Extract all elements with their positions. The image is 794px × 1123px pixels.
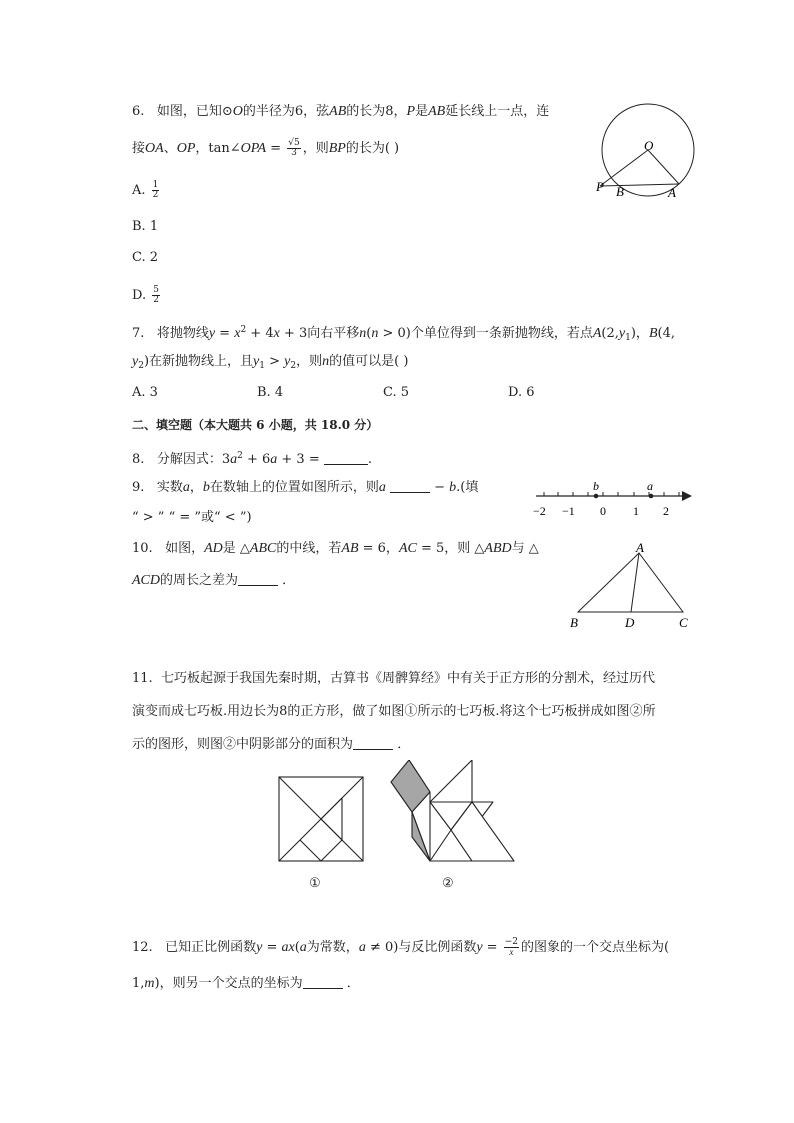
label-d: D xyxy=(625,615,635,630)
tick-minus-2: −2 xyxy=(533,504,546,518)
q6-line1: 6. 如图，已知⊙O的半径为6，弦AB的长为8，P是AB延长线上一点，连 xyxy=(132,104,550,119)
q11-line3: 示的图形，则图②中阴影部分的面积为 ． xyxy=(132,737,411,752)
q6-circle-figure xyxy=(592,100,712,202)
tangram-square-figure xyxy=(278,776,364,862)
label-o: O xyxy=(644,138,654,153)
q6-fraction: $\frac{√5}{3}$ xyxy=(288,138,300,158)
segment-op xyxy=(600,150,648,186)
section-2-heading: 二、填空题（本大题共 6 小题，共 18.0 分） xyxy=(132,418,379,432)
q7-line2: $y_2$)在新抛物线上，且$y_1 > y_2$，则n的值可以是( ) xyxy=(132,354,409,371)
q6-option-c: C. 2 xyxy=(132,250,159,265)
q10-triangle-figure xyxy=(562,540,702,632)
tick-minus-1: −1 xyxy=(562,504,575,518)
tick-0: 0 xyxy=(600,504,606,518)
point-b xyxy=(594,494,599,499)
q9-answer-blank[interactable] xyxy=(390,478,430,493)
label-a: a xyxy=(647,479,653,493)
label-a: A xyxy=(636,540,644,555)
q12-fraction: $\frac{-2}{x}$ xyxy=(504,937,518,957)
label-b: B xyxy=(616,184,624,199)
q10-line2: ACD的周长之差为 ． xyxy=(132,573,296,588)
tangram-swan-figure xyxy=(386,760,516,862)
q8-answer-blank[interactable] xyxy=(324,450,368,465)
q9-line1: 9. 实数a，b在数轴上的位置如图所示，则a − b.(填 xyxy=(132,480,479,495)
segment-oa xyxy=(648,150,679,184)
q9-line2: “ > ” “ = ”或“ < ”) xyxy=(132,510,252,525)
label-p: P xyxy=(596,179,604,194)
q7-option-c: C. 5 xyxy=(383,385,410,400)
q6-option-b: B. 1 xyxy=(132,219,159,234)
q11-line1: 11. 七巧板起源于我国先秦时期，古算书《周髀算经》中有关于正方形的分割术，经过历代 xyxy=(132,671,655,686)
q11-answer-blank[interactable] xyxy=(353,735,393,750)
q6-line2: 接OA、OP，tan∠OPA = $\frac{√5}{3}$ ，则BP的长为( ) xyxy=(132,138,400,158)
q7-option-d: D. 6 xyxy=(508,385,535,400)
q12-line1: 12. 已知正比例函数y = ax(a为常数，a ≠ 0)与反比例函数y = $\frac{-2}{x}$ 的图象的一个交点坐标为( xyxy=(132,937,670,957)
q7-option-b: B. 4 xyxy=(257,385,284,400)
fig2-caption: ② xyxy=(442,876,454,891)
q8-line: 8. 分解因式：$3a^2 + 6a + 3$ = . xyxy=(132,451,372,467)
label-a: A xyxy=(668,185,676,200)
q10-answer-blank[interactable] xyxy=(238,571,278,586)
q7-line1: 7. 将抛物线$y = x^2 + 4x + 3$向右平移n(n > 0)个单位得到一条新抛物线，若点$A(2,y_1)$，B(4, xyxy=(132,325,675,343)
number-line-arrow xyxy=(682,491,692,501)
tick-2: 2 xyxy=(663,504,669,518)
label-b: b xyxy=(593,479,599,493)
q6-option-d: D. $\frac{5}{2}$ xyxy=(132,285,159,305)
label-b: B xyxy=(570,615,578,630)
q12-answer-blank[interactable] xyxy=(303,974,343,989)
q9-number-line xyxy=(530,477,700,523)
point-a xyxy=(649,494,654,499)
label-c: C xyxy=(679,615,688,630)
q6-option-a: A. $\frac{1}{2}$ xyxy=(132,180,159,200)
tick-1: 1 xyxy=(633,504,639,518)
q12-line2: 1,m)，则另一个交点的坐标为 ． xyxy=(132,976,360,991)
q7-option-a: A. 3 xyxy=(132,385,158,400)
median-ad xyxy=(631,553,639,612)
q11-line2: 演变而成七巧板.用边长为8的正方形，做了如图①所示的七巧板.将这个七巧板拼成如图②所 xyxy=(132,704,656,719)
q10-line1: 10. 如图，AD是 △ABC的中线，若AB = 6，AC = 5，则 △ABD与 △ xyxy=(132,541,539,556)
fig1-caption: ① xyxy=(309,876,321,891)
triangle-abc xyxy=(578,553,683,612)
